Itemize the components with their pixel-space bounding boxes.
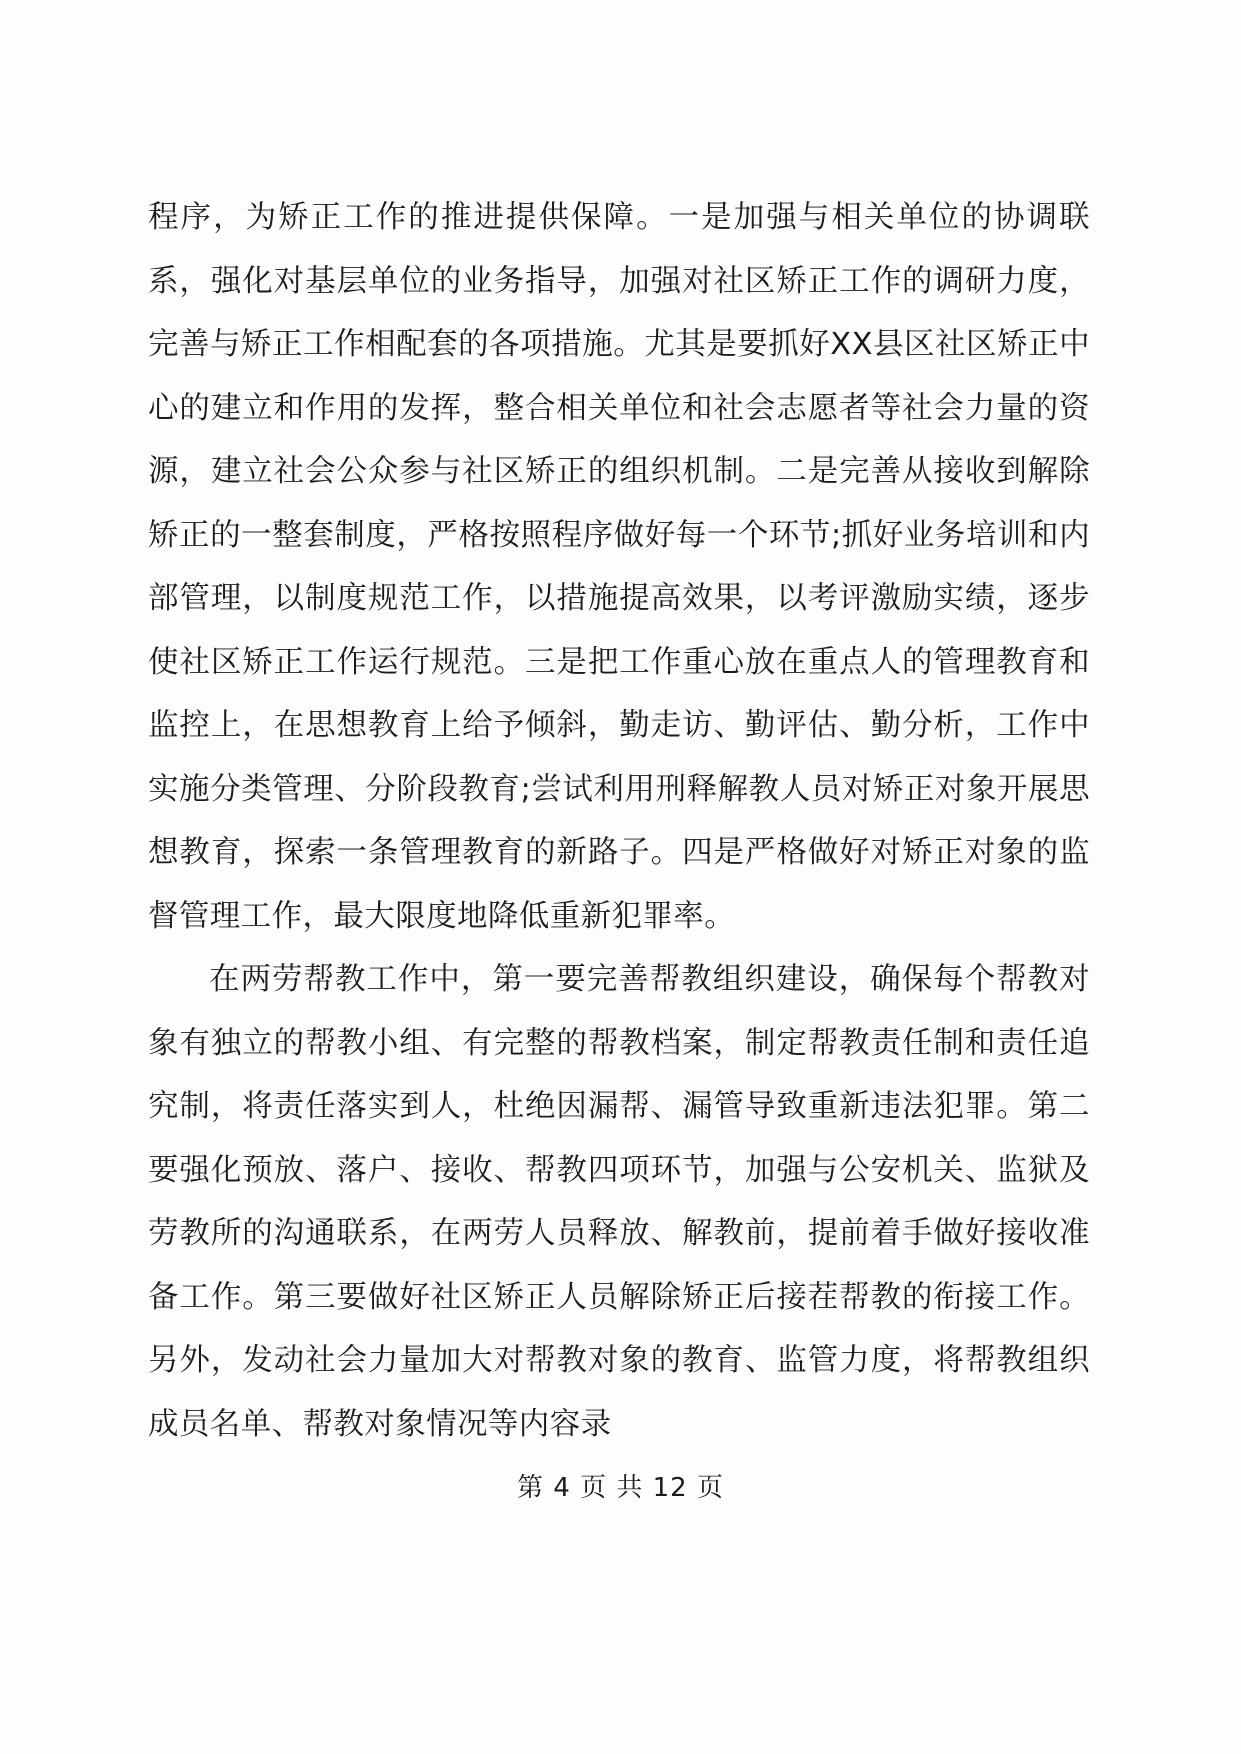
document-body xyxy=(148,186,1090,1456)
paragraph-1: 程序，为矫正工作的推进提供保障。一是加强与相关单位的协调联系，强化对基层单位的业务指导，加强对社区矫正工作的调研力度，完善与矫正工作相配套的各项措施。尤其是要抓好XX县区社区矫正中心的建立和作用的发挥，整合相关单位和社会志愿者等社会力量的资源，建立社会公众参与社区矫正的组织机制。二是完善从接收到解除矫正的一整套制度，严格按照程序做好每一个环节;抓好业务培训和内部管理，以制度规范工作，以措施提高效果，以考评激励实绩，逐步使社区矫正工作运行规范。三是把工作重心放在重点人的管理教育和监控上，在思想教育上给予倾斜，勤走访、勤评估、勤分析，工作中实施分类管理、分阶段教育;尝试利用刑释解教人员对矫正对象开展思想教育，探索一条管理教育的新路子。四是严格做好对矫正对象的监督管理工作，最大限度地降低重新犯罪率。 xyxy=(148,200,1090,934)
page-footer: 第 4 页 共 12 页 xyxy=(517,1473,724,1503)
paragraph-2: 在两劳帮教工作中，第一要完善帮教组织建设，确保每个帮教对象有独立的帮教小组、有完整的帮教档案，制定帮教责任制和责任追究制，将责任落实到人，杜绝因漏帮、漏管导致重新违法犯罪。第二要强化预放、落户、接收、帮教四项环节，加强与公安机关、监狱及劳教所的沟通联系，在两劳人员释放、解教前，提前着手做好接收准备工作。第三要做好社区矫正人员解除矫正后接茬帮教的衔接工作。另外，发动社会力量加大对帮教对象的教育、监管力度，将帮教组织成员名单、帮教对象情况等内容录 xyxy=(148,962,1090,1442)
